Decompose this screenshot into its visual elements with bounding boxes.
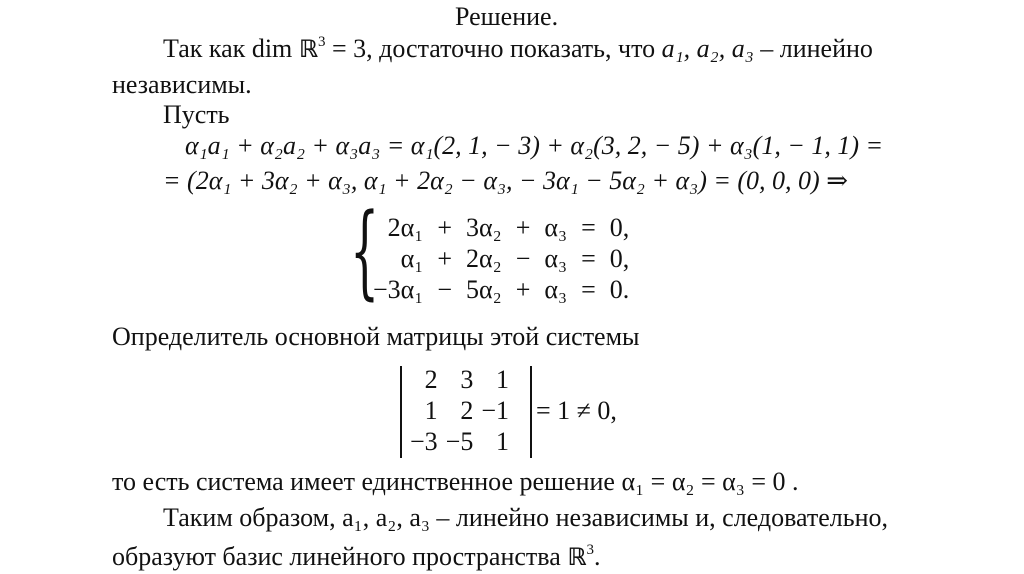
cell: − (437, 274, 453, 304)
determinant-result: = 1 ≠ 0, (536, 396, 617, 425)
cell: 1 (496, 364, 510, 394)
determinant-right-bar (530, 366, 532, 458)
text-independent: независимы. (112, 70, 252, 99)
determinant-row-3 (406, 426, 513, 457)
cell: 2α₁ (387, 212, 424, 242)
text-unique-solution: то есть система имеет единственное решение α₁ = α₂ = α₃ = 0 . (112, 467, 799, 496)
cell: 0, (609, 212, 630, 242)
cell: = (581, 243, 596, 273)
space-exponent: 3 (586, 542, 594, 558)
period: . (593, 542, 601, 571)
paragraph-dimension (163, 34, 873, 64)
cell: α₃ (544, 212, 568, 242)
cell: 2 (424, 364, 438, 394)
cell: = (581, 212, 596, 242)
cell: −3 (410, 426, 438, 456)
cell: 5α₂ (466, 274, 502, 304)
cell: 2α₂ (466, 243, 502, 273)
determinant-table (406, 364, 513, 457)
system-row-2 (366, 243, 636, 274)
linear-system (350, 192, 670, 311)
cell: 3α₂ (466, 212, 502, 242)
text-conclusion-1: Таким образом, a₁, a₂, a₃ – линейно независимы и, следовательно, (163, 503, 889, 532)
system-brace: { (350, 192, 380, 311)
text-determinant-intro: Определитель основной матрицы этой системы (112, 322, 640, 351)
cell: + (515, 274, 531, 304)
dimension-exponent: 3 (318, 34, 326, 50)
cell: 1 (424, 395, 438, 425)
cell: α₁ (400, 243, 424, 273)
equation-linear-combination: α₁a₁ + α₂a₂ + α₃a₃ = α₁(2, 1, − 3) + α₂(3, 2, − 5) + α₃(1, − 1, 1) = (185, 131, 884, 160)
cell: − (515, 243, 531, 273)
cell: −3α₁ (373, 274, 424, 304)
cell: 0, (609, 243, 630, 273)
text-let: Пусть (163, 100, 230, 129)
cell: 3 (460, 364, 474, 394)
cell: 0. (609, 274, 630, 304)
real-numbers-symbol: ℝ (298, 35, 319, 63)
cell: + (437, 243, 453, 273)
cell: 1 (496, 426, 510, 456)
cell: −5 (445, 426, 474, 456)
real-numbers-symbol: ℝ (567, 543, 587, 571)
cell: + (515, 212, 531, 242)
determinant-row-1 (406, 364, 513, 395)
text-since: Так как (163, 34, 252, 63)
cell: α₃ (544, 243, 568, 273)
solution-heading: Решение. (455, 2, 559, 31)
text-conclusion-2 (112, 542, 600, 572)
cell: + (437, 212, 453, 242)
cell: −1 (481, 395, 510, 425)
cell: 2 (460, 395, 474, 425)
system-row-1 (366, 212, 636, 243)
equation-expanded: = (2α₁ + 3α₂ + α₃, α₁ + 2α₂ − α₃, − 3α₁ − 5α₂ + α₃) = (0, 0, 0) ⇒ (163, 166, 849, 195)
cell: α₃ (544, 274, 568, 304)
vectors-a123: a₁, a₂, a₃ (661, 34, 754, 63)
cell: = (581, 274, 596, 304)
text-linearly: – линейно (753, 34, 873, 63)
determinant-row-2 (406, 395, 513, 426)
system-row-3 (366, 274, 636, 305)
text-form-basis: образуют базис линейного пространства (112, 542, 568, 571)
determinant-left-bar (400, 366, 402, 458)
dim-operator: dim (251, 34, 293, 63)
text-enough-to-show: = 3, достаточно показать, что (325, 34, 662, 63)
system-table (366, 212, 636, 305)
